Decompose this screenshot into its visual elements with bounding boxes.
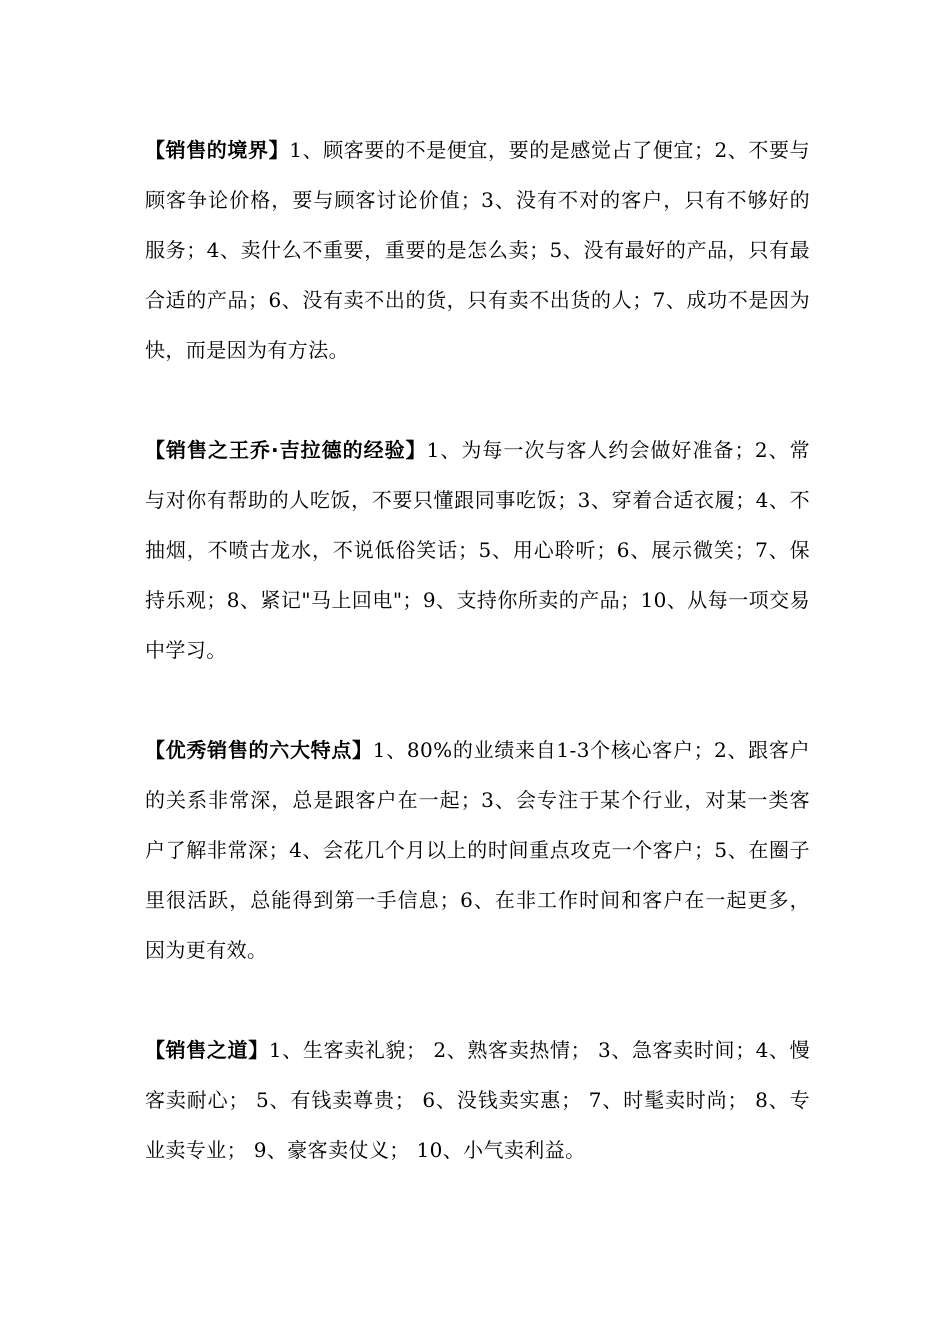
section-heading: 【优秀销售的六大特点】 <box>145 738 373 762</box>
section-heading: 【销售之道】 <box>145 1038 269 1062</box>
section-way-of-sales <box>145 1025 810 1175</box>
section-joe-girard-experience <box>145 425 810 675</box>
section-heading: 【销售之王乔·吉拉德的经验】 <box>145 438 427 462</box>
section-heading: 【销售的境界】 <box>145 138 290 162</box>
section-six-traits <box>145 725 810 975</box>
section-body: 1、生客卖礼貌； 2、熟客卖热情； 3、急客卖时间；4、慢客卖耐心； 5、有钱卖尊贵； 6、没钱卖实惠； 7、时髦卖时尚； 8、专业卖专业； 9、豪客卖仗义； 10、小气卖利益。 <box>145 1038 810 1162</box>
section-body: 1、80%的业绩来自1-3个核心客户；2、跟客户的关系非常深，总是跟客户在一起；3、会专注于某个行业，对某一类客户了解非常深；4、会花几个月以上的时间重点攻克一个客户；5、在圈子里很活跃，总能得到第一手信息；6、在非工作时间和客户在一起更多，因为更有效。 <box>145 738 810 962</box>
section-body: 1、为每一次与客人约会做好准备；2、常与对你有帮助的人吃饭，不要只懂跟同事吃饭；3、穿着合适衣履；4、不抽烟，不喷古龙水，不说低俗笑话；5、用心聆听；6、展示微笑；7、保持乐观；8、紧记"马上回电"；9、支持你所卖的产品；10、从每一项交易中学习。 <box>145 438 810 662</box>
section-body: 1、顾客要的不是便宜，要的是感觉占了便宜；2、不要与顾客争论价格，要与顾客讨论价值；3、没有不对的客户，只有不够好的服务；4、卖什么不重要，重要的是怎么卖；5、没有最好的产品，只有最合适的产品；6、没有卖不出的货，只有卖不出货的人；7、成功不是因为快，而是因为有方法。 <box>145 138 810 362</box>
section-sales-realm <box>145 125 810 375</box>
